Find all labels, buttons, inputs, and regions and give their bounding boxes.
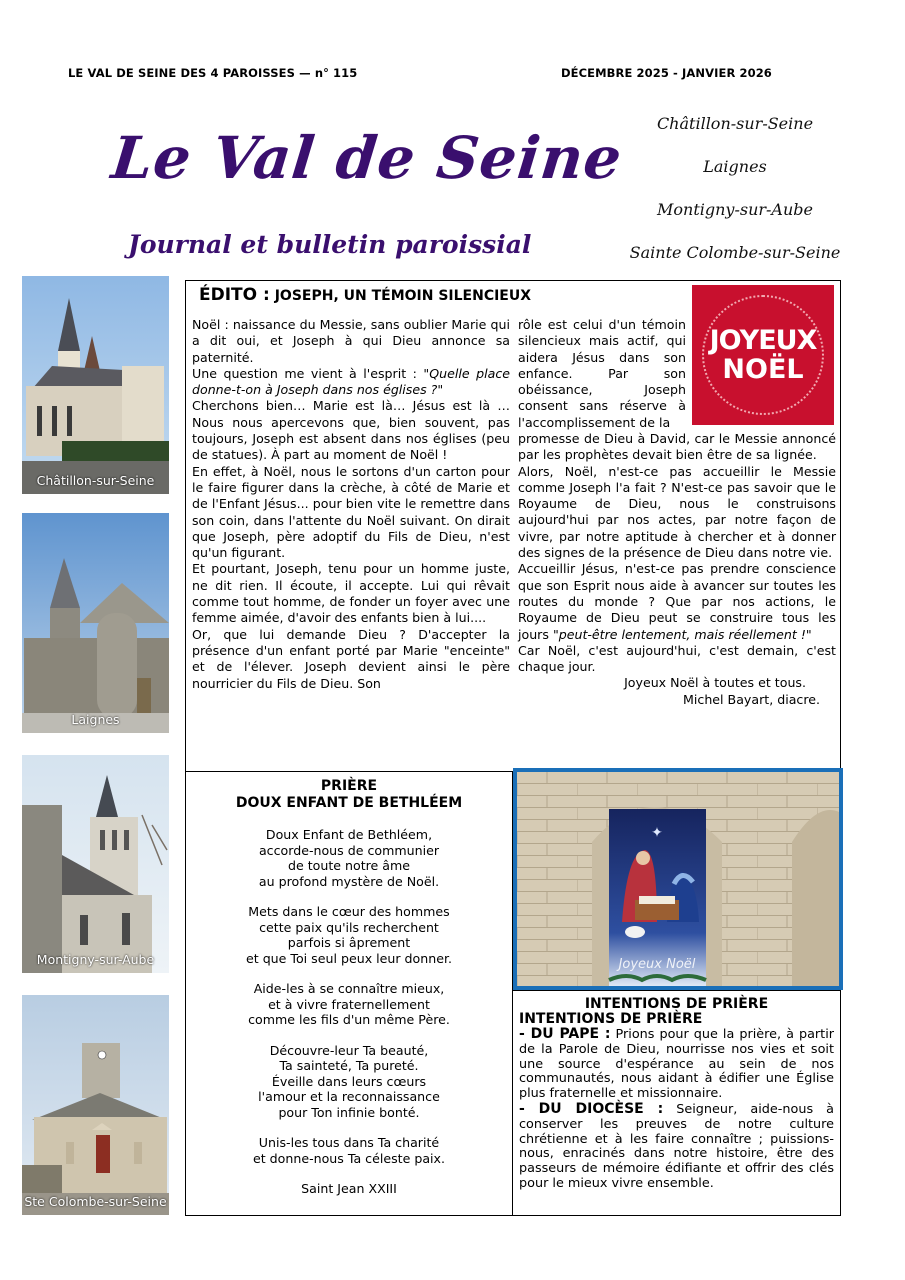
prayer-stanza: [186, 1043, 512, 1121]
parish-name: Sainte Colombe-sur-Seine: [629, 243, 841, 262]
prayer-intentions-section: [512, 990, 841, 1216]
church-image: [22, 755, 169, 973]
prayer-heading: [186, 778, 512, 812]
prayer-line: Aide-les à se connaître mieux,: [253, 981, 445, 996]
church-image: [22, 513, 169, 733]
star-icon: ✦: [651, 825, 663, 841]
prayer-label: PRIÈRE: [320, 778, 378, 794]
prayer-line: Doux Enfant de Bethléem,: [265, 827, 433, 842]
photo-caption: Montigny-sur-Aube: [36, 952, 155, 967]
prayer-line: Éveille dans leurs cœurs: [271, 1073, 427, 1089]
masthead-subtitle: Journal et bulletin paroissial: [128, 230, 532, 259]
prayer-line: parfois si âprement: [287, 935, 411, 950]
intention-pope: [513, 1027, 840, 1102]
prayer-line: et à vivre fraternellement: [268, 996, 430, 1012]
prayer-line: pour Ton infinie bonté.: [278, 1104, 420, 1120]
edito-paragraph: En effet, à Noël, nous le sortons d'un carton pour le faire figurer dans la crèche, à côté de Marie et de l'Enfant Jésus... pour bien vite le remettre dans son coin, dans l'attente du Noël suivant. On dirait que Joseph, père adoptif du Fils de Dieu, n'est qu'un figurant.: [192, 463, 510, 561]
prayer-line: et donne-nous Ta céleste paix.: [252, 1150, 446, 1166]
edito-paragraph: Car Noël, c'est aujourd'hui, c'est demain, c'est chaque jour.: [518, 642, 836, 675]
edito-column-right-top: [518, 317, 686, 431]
edito-paragraph: Noël : naissance du Messie, sans oublier Marie qui a dit oui, et Joseph à qui Dieu annonce sa paternité.: [192, 317, 510, 365]
prayer-section: [185, 771, 513, 1216]
prayer-line: de toute notre âme: [287, 858, 411, 873]
prayer-stanza: [186, 1135, 512, 1166]
church-photo-chatillon: [22, 276, 169, 494]
edito-paragraph: Or, que lui demande Dieu ? D'accepter la présence d'un enfant porté par Marie "enceinte" et de l'élever. Joseph devient ainsi le père nourricier du Fils de Dieu. Son: [192, 626, 510, 691]
intention-label: - DU PAPE :: [519, 1026, 611, 1042]
edito-paragraph: Et pourtant, Joseph, tenu pour un homme juste, ne dit rien. Il écoute, il accepte. Lui qui rêvait comme tout homme, de fonder un foyer avec une femme aimée, d'avoir des enfants bien à lui....: [192, 561, 510, 626]
prayer-line: l'amour et la reconnaissance: [258, 1089, 440, 1104]
edito-quote: "peut-être lentement, mais réellement !": [552, 626, 812, 642]
edito-label: ÉDITO :: [199, 285, 270, 305]
edito-heading: [199, 285, 531, 305]
card-text: NOËL: [722, 354, 804, 385]
intention-label: - DU DIOCÈSE :: [519, 1100, 664, 1117]
prayer-line: et que Toi seul peux leur donner.: [246, 950, 452, 966]
edito-quote: "Quelle place donne-t-on à Joseph dans nos églises ?": [192, 365, 510, 398]
church-photo-ste-colombe: [22, 995, 169, 1215]
church-photo-montigny: [22, 755, 169, 973]
parish-name: Châtillon-sur-Seine: [656, 114, 814, 133]
church-image: [22, 276, 169, 494]
church-image: [22, 995, 169, 1215]
banner-text: Joyeux Noël: [618, 957, 696, 972]
prayer-stanza: [186, 904, 512, 966]
prayer-author: Saint Jean XXIII: [301, 1181, 397, 1196]
prayer-line: comme les fils d'un même Père.: [248, 1012, 450, 1027]
edito-section: [185, 280, 841, 772]
masthead-title: Le Val de Seine: [108, 124, 626, 192]
parish-list: [600, 110, 870, 282]
photo-caption: Châtillon-sur-Seine: [36, 473, 155, 488]
edito-signature: Michel Bayart, diacre.: [683, 691, 820, 707]
edito-paragraph: [192, 366, 510, 399]
card-text: JOYEUX: [709, 325, 817, 356]
edito-title: JOSEPH, UN TÉMOIN SILENCIEUX: [274, 288, 532, 304]
intention-text: Prions pour que la prière, à partir de la Parole de Dieu, nourrisse nos vies et soit une source d'espérance au sein de nos communautés, nous aidant à édifier une Église plus fraternelle et missionnaire.: [519, 1027, 835, 1102]
prayer-stanza: [186, 981, 512, 1028]
intention-text: Seigneur, aide-nous à conserver les preuves de notre culture chrétienne et à les faire connaître ; puissions-nous, enracinés dans notre histoire, être des passeurs de mémoire édifiante et offrir des clés pour le mieux vivre ensemble.: [519, 1101, 834, 1191]
prayer-line: Mets dans le cœur des hommes: [248, 904, 450, 919]
edito-paragraph: Alors, Noël, n'est-ce pas accueillir le Messie comme Joseph l'a fait ? N'est-ce pas savoir que le Royaume de Dieu, nous le construisons aujourd'hui par nos actes, par notre façon de vivre, par notre aptitude à chercher et à donner des signes de la présence de Dieu dans notre vie.: [518, 463, 836, 561]
issue-date: DÉCEMBRE 2025 - JANVIER 2026: [561, 66, 772, 80]
prayer-line: cette paix qu'ils recherchent: [259, 919, 439, 935]
parish-name: Montigny-sur-Aube: [657, 200, 813, 219]
photo-caption: Ste Colombe-sur-Seine: [24, 1194, 167, 1209]
parish-name: Laignes: [703, 157, 767, 176]
prayer-stanza: [186, 827, 512, 889]
issue-header: LE VAL DE SEINE DES 4 PAROISSES — n° 115: [68, 66, 358, 80]
prayer-title: DOUX ENFANT DE BETHLÉEM: [235, 795, 463, 811]
nativity-image: [517, 772, 839, 986]
edito-paragraph: [518, 561, 836, 642]
edito-column-left: [192, 317, 510, 692]
joyeux-noel-card: [692, 285, 834, 425]
prayer-line: Unis-les tous dans Ta charité: [258, 1135, 440, 1150]
prayer-line: accorde-nous de communier: [258, 842, 440, 858]
edito-paragraph: promesse de Dieu à David, car le Messie annoncé par les prophètes devait bien être de sa lignée.: [518, 431, 836, 463]
edito-paragraph: Cherchons bien… Marie est là… Jésus est là … Nous nous apercevons que, bien souvent, pas toujours, Joseph est absent dans nos églises (peu de statues). À part au moment de Noël !: [192, 398, 510, 463]
edito-text: Une question me vient à l'esprit :: [192, 365, 424, 381]
edito-column-right-bottom: [518, 431, 836, 708]
edito-closing: Joyeux Noël à toutes et tous.: [624, 675, 806, 691]
photo-caption: Laignes: [71, 712, 120, 727]
intention-diocese: [513, 1102, 840, 1192]
prayer-line: Ta sainteté, Ta pureté.: [279, 1058, 419, 1073]
prayer-line: Découvre-leur Ta beauté,: [269, 1042, 429, 1058]
church-photo-laignes: [22, 513, 169, 733]
edito-text: Accueillir Jésus, n'est-ce pas prendre conscience que son Esprit nous aide à avancer sur toutes les routes du monde ? Que par nos actions, le Royaume de Dieu peut se construire tous les jours: [518, 561, 836, 642]
edito-paragraph: rôle est celui d'un témoin silencieux mais actif, qui aidera Jésus dans son enfance. Par son obéissance, Joseph consent sans réserve à l'accomplissement de la: [518, 317, 686, 430]
intentions-subheading: INTENTIONS DE PRIÈRE: [519, 1011, 703, 1027]
nativity-banner-photo: [513, 768, 843, 990]
intentions-heading: INTENTIONS DE PRIÈRE: [584, 996, 769, 1012]
prayer-line: au profond mystère de Noël.: [258, 873, 440, 889]
